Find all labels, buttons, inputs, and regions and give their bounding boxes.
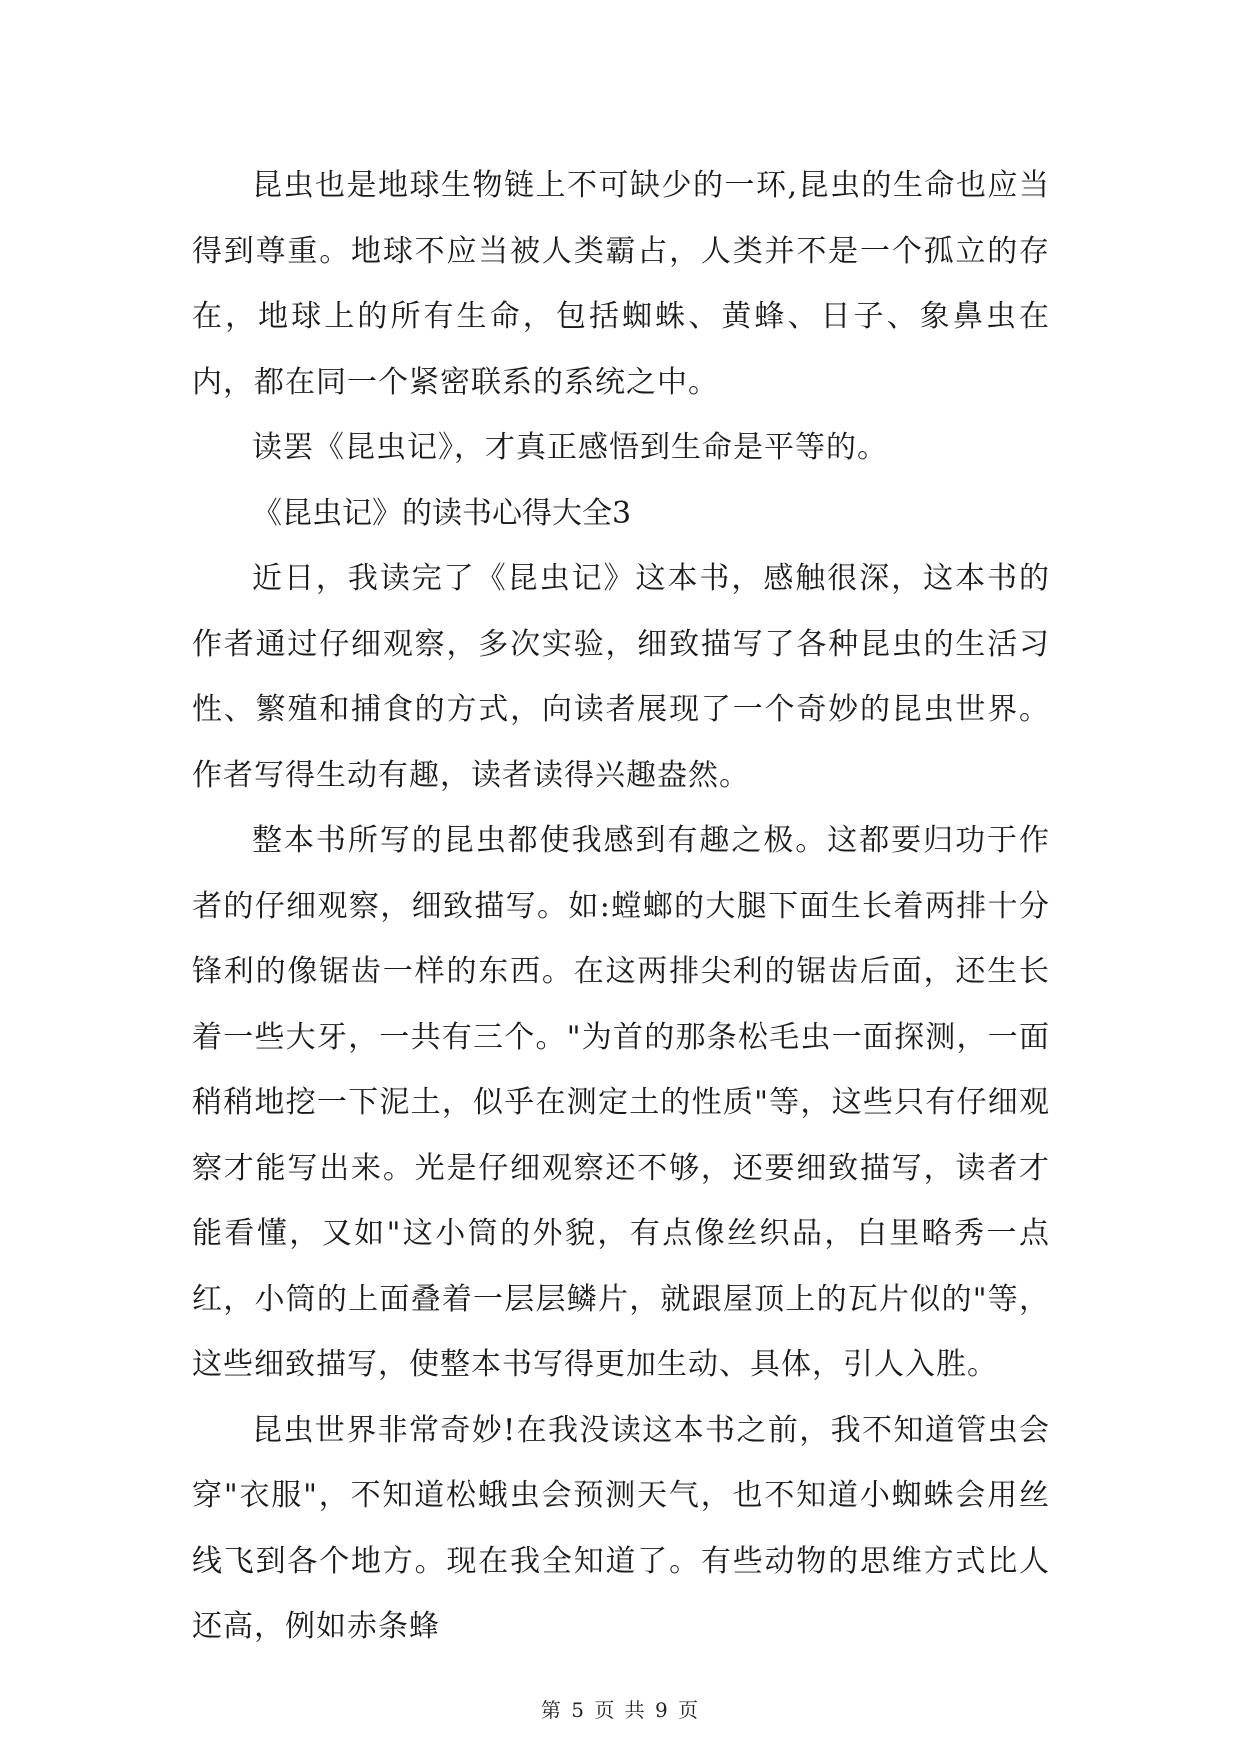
paragraph: 近日，我读完了《昆虫记》这本书，感触很深，这本书的作者通过仔细观察，多次实验，细致描写了各种昆虫的生活习性、繁殖和捕食的方式，向读者展现了一个奇妙的昆虫世界。作者写得生动有趣，读者读得兴趣盎然。 xyxy=(192,561,1050,793)
section-heading: 《昆虫记》的读书心得大全3 xyxy=(252,495,632,531)
paragraph: 昆虫也是地球生物链上不可缺少的一环,昆虫的生命也应当得到尊重。地球不应当被人类霸占，人类并不是一个孤立的存在，地球上的所有生命，包括蜘蛛、黄蜂、日子、象鼻虫在内，都在同一个紧密联系的系统之中。 xyxy=(192,168,1050,400)
paragraph: 昆虫世界非常奇妙!在我没读这本书之前，我不知道管虫会穿"衣服"，不知道松蛾虫会预测天气，也不知道小蜘蛛会用丝线飞到各个地方。现在我全知道了。有些动物的思维方式比人还高，例如赤条蜂 xyxy=(192,1412,1050,1644)
paragraph: 读罢《昆虫记》，才真正感悟到生命是平等的。 xyxy=(252,430,888,465)
page-number-footer: 第 5 页 共 9 页 xyxy=(540,1698,701,1722)
paragraph: 整本书所写的昆虫都使我感到有趣之极。这都要归功于作者的仔细观察，细致描写。如:螳螂的大腿下面生长着两排十分锋利的像锯齿一样的东西。在这两排尖利的锯齿后面，还生长着一些大牙，一共有三个。"为首的那条松毛虫一面探测，一面稍稍地挖一下泥土，似乎在测定土的性质"等，这些只有仔细观察才能写出来。光是仔细观察还不够，还要细致描写，读者才能看懂，又如"这小筒的外貌，有点像丝织品，白里略秀一点红，小筒的上面叠着一层层鳞片，就跟屋顶上的瓦片似的"等，这些细致描写，使整本书写得更加生动、具体，引人入胜。 xyxy=(192,823,1050,1382)
document-body xyxy=(192,153,1050,1660)
